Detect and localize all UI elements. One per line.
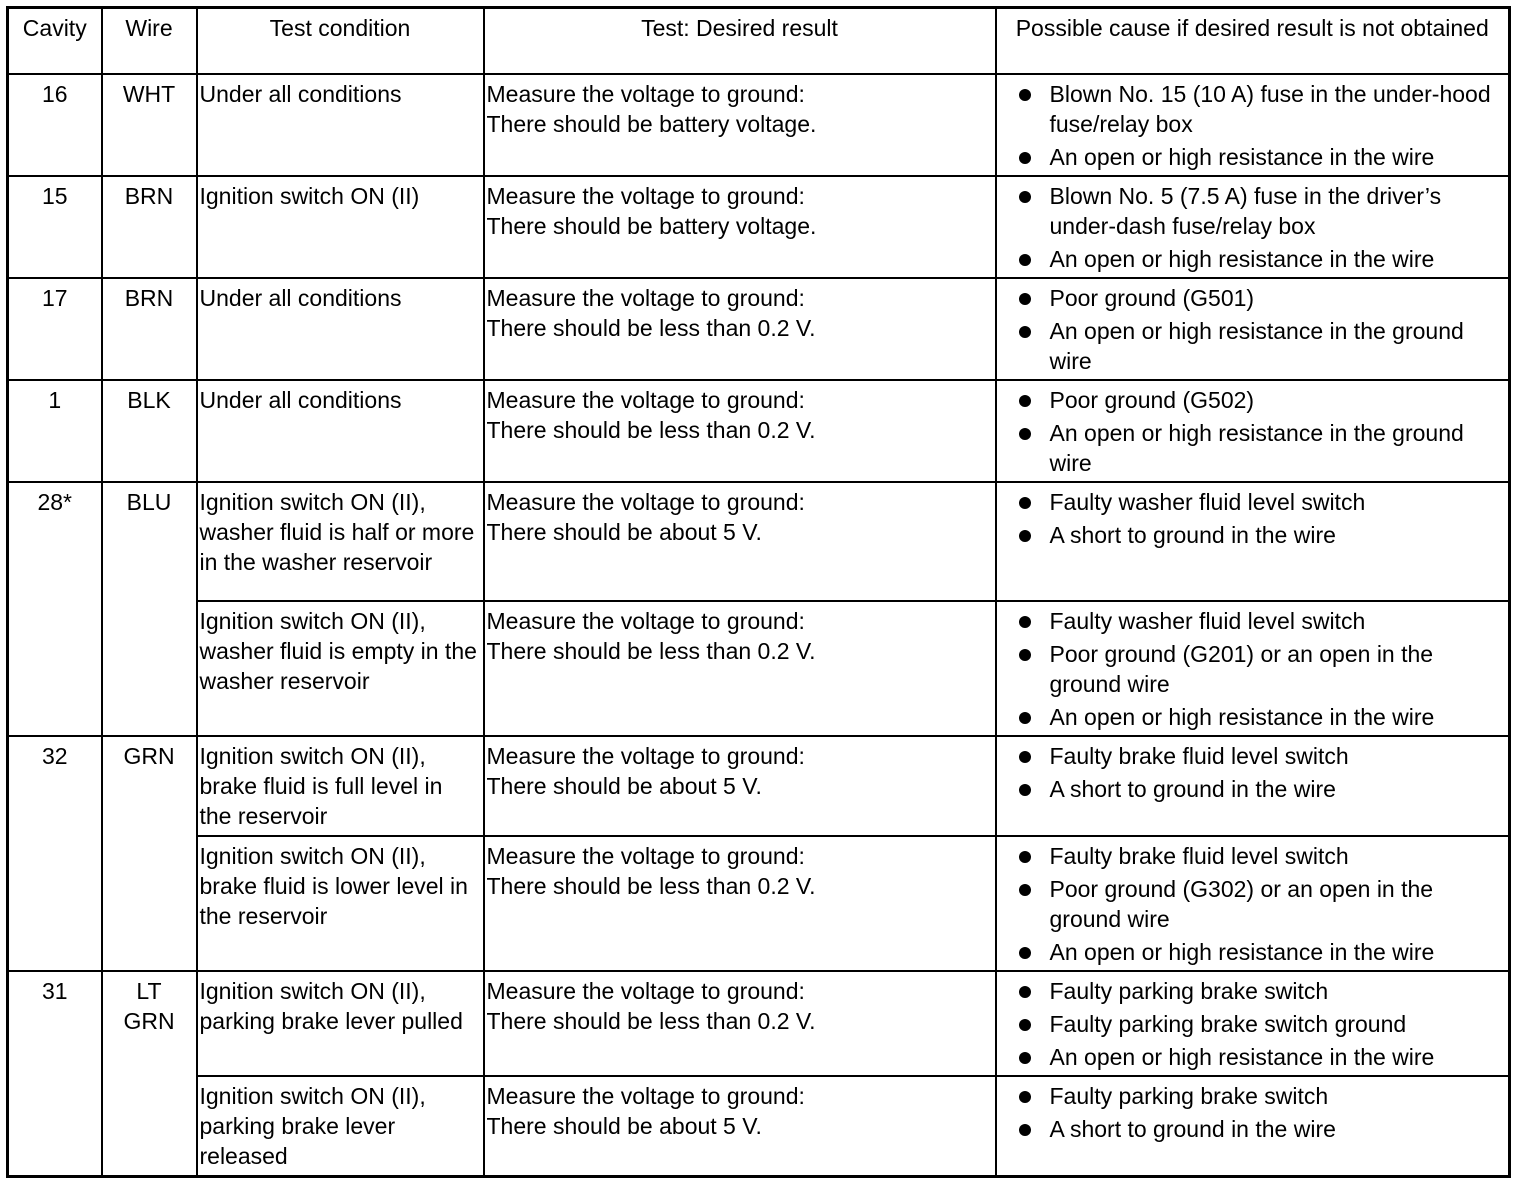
- desired-result-cell: [484, 736, 996, 836]
- wire-color: BRN: [124, 183, 174, 209]
- possible-cause-cell: [996, 74, 1510, 176]
- header-desired-result: Test: Desired result: [484, 8, 996, 75]
- cause-text: Faulty parking brake switch: [1049, 978, 1329, 1004]
- cause-list: [1017, 976, 1507, 1072]
- test-condition-cell: Ignition switch ON (II), washer fluid is empty in the washer reservoir: [197, 601, 484, 736]
- cause-text: An open or high resistance in the ground wire: [1049, 318, 1464, 374]
- cavity-cell: 17: [8, 278, 102, 380]
- cause-text: Poor ground (G501): [1049, 285, 1255, 311]
- cause-item: [1017, 841, 1507, 871]
- bullet-icon: [1019, 1019, 1031, 1031]
- cause-text: A short to ground in the wire: [1049, 776, 1336, 802]
- result-line: Measure the voltage to ground:: [486, 978, 805, 1004]
- wire-cell: [102, 482, 197, 736]
- cause-item: [1017, 874, 1507, 934]
- result-line: Measure the voltage to ground:: [486, 489, 805, 515]
- cause-text: Poor ground (G302) or an open in the ground wire: [1049, 876, 1434, 932]
- header-cavity: Cavity: [8, 8, 102, 75]
- desired-result-cell: [484, 482, 996, 601]
- cause-item: [1017, 316, 1507, 376]
- bullet-icon: [1019, 784, 1031, 796]
- bullet-icon: [1019, 326, 1031, 338]
- wire-cell: [102, 176, 197, 278]
- cause-list: [1017, 283, 1507, 376]
- result-line: There should be less than 0.2 V.: [486, 873, 816, 899]
- cause-item: [1017, 520, 1507, 550]
- result-line: There should be about 5 V.: [486, 1113, 762, 1139]
- possible-cause-cell: [996, 482, 1510, 601]
- header-test-condition: Test condition: [197, 8, 484, 75]
- result-line: Measure the voltage to ground:: [486, 743, 805, 769]
- result-line: Measure the voltage to ground:: [486, 387, 805, 413]
- desired-result-cell: [484, 836, 996, 971]
- desired-result-cell: [484, 971, 996, 1076]
- cause-text: Faulty brake fluid level switch: [1049, 843, 1349, 869]
- wire-cell: [102, 278, 197, 380]
- desired-result-cell: [484, 278, 996, 380]
- cause-list: [1017, 181, 1507, 274]
- cause-item: [1017, 418, 1507, 478]
- test-condition-cell: Ignition switch ON (II): [197, 176, 484, 278]
- cause-item: [1017, 244, 1507, 274]
- test-condition-cell: Ignition switch ON (II), brake fluid is lower level in the reservoir: [197, 836, 484, 971]
- bullet-icon: [1019, 986, 1031, 998]
- cause-item: [1017, 702, 1507, 732]
- test-condition-cell: Ignition switch ON (II), parking brake lever pulled: [197, 971, 484, 1076]
- result-line: Measure the voltage to ground:: [486, 183, 805, 209]
- wire-cell: [102, 736, 197, 971]
- cause-list: [1017, 385, 1507, 478]
- bullet-icon: [1019, 884, 1031, 896]
- cause-text: A short to ground in the wire: [1049, 522, 1336, 548]
- cause-text: An open or high resistance in the wire: [1049, 939, 1435, 965]
- bullet-icon: [1019, 851, 1031, 863]
- possible-cause-cell: [996, 176, 1510, 278]
- cause-list: [1017, 741, 1507, 804]
- possible-cause-cell: [996, 380, 1510, 482]
- cause-list: [1017, 606, 1507, 732]
- cause-item: [1017, 181, 1507, 241]
- cause-item: [1017, 1081, 1507, 1111]
- wire-color: WHT: [122, 81, 176, 107]
- bullet-icon: [1019, 616, 1031, 628]
- result-line: There should be about 5 V.: [486, 519, 762, 545]
- cause-item: [1017, 142, 1507, 172]
- bullet-icon: [1019, 293, 1031, 305]
- possible-cause-cell: [996, 1076, 1510, 1177]
- possible-cause-cell: [996, 971, 1510, 1076]
- result-line: There should be battery voltage.: [486, 213, 817, 239]
- desired-result-cell: [484, 601, 996, 736]
- desired-result-cell: [484, 176, 996, 278]
- result-line: There should be battery voltage.: [486, 111, 817, 137]
- cause-text: Poor ground (G201) or an open in the ground wire: [1049, 641, 1434, 697]
- cause-text: An open or high resistance in the wire: [1049, 1044, 1435, 1070]
- header-row: [8, 8, 1510, 75]
- test-condition-cell: Under all conditions: [197, 380, 484, 482]
- cause-item: [1017, 976, 1507, 1006]
- result-line: There should be less than 0.2 V.: [486, 417, 816, 443]
- cause-item: [1017, 1042, 1507, 1072]
- result-line: There should be about 5 V.: [486, 773, 762, 799]
- cause-text: An open or high resistance in the wire: [1049, 246, 1435, 272]
- cause-item: [1017, 487, 1507, 517]
- bullet-icon: [1019, 1124, 1031, 1136]
- wire-cell: [102, 971, 197, 1177]
- bullet-icon: [1019, 947, 1031, 959]
- table-row-cavity-32-sub: [8, 836, 1510, 971]
- desired-result-cell: [484, 74, 996, 176]
- connector-test-table: [6, 6, 1511, 1178]
- cause-item: [1017, 741, 1507, 771]
- test-condition-cell: Under all conditions: [197, 74, 484, 176]
- cause-text: A short to ground in the wire: [1049, 1116, 1336, 1142]
- wire-color: GRN: [123, 743, 175, 769]
- table-row-cavity-31: [8, 971, 1510, 1076]
- bullet-icon: [1019, 1091, 1031, 1103]
- possible-cause-cell: [996, 736, 1510, 836]
- possible-cause-cell: [996, 278, 1510, 380]
- cause-item: [1017, 937, 1507, 967]
- bullet-icon: [1019, 152, 1031, 164]
- test-condition-cell: Ignition switch ON (II), parking brake lever released: [197, 1076, 484, 1177]
- cause-text: Faulty washer fluid level switch: [1049, 489, 1366, 515]
- table-row-cavity-28-sub: [8, 601, 1510, 736]
- cause-item: [1017, 385, 1507, 415]
- bullet-icon: [1019, 751, 1031, 763]
- cause-list: [1017, 841, 1507, 967]
- cause-text: An open or high resistance in the wire: [1049, 704, 1435, 730]
- cause-item: [1017, 774, 1507, 804]
- bullet-icon: [1019, 89, 1031, 101]
- result-line: Measure the voltage to ground:: [486, 285, 805, 311]
- cause-text: An open or high resistance in the wire: [1049, 144, 1435, 170]
- bullet-icon: [1019, 649, 1031, 661]
- possible-cause-cell: [996, 836, 1510, 971]
- result-line: Measure the voltage to ground:: [486, 608, 805, 634]
- wire-cell: [102, 74, 197, 176]
- bullet-icon: [1019, 395, 1031, 407]
- table-row-cavity-16: [8, 74, 1510, 176]
- cause-text: Poor ground (G502): [1049, 387, 1255, 413]
- test-condition-cell: Ignition switch ON (II), washer fluid is half or more in the washer reservoir: [197, 482, 484, 601]
- table-row-cavity-15: [8, 176, 1510, 278]
- cause-item: [1017, 606, 1507, 636]
- cause-item: [1017, 639, 1507, 699]
- cause-text: Faulty parking brake switch ground: [1049, 1011, 1407, 1037]
- cavity-cell: 16: [8, 74, 102, 176]
- bullet-icon: [1019, 191, 1031, 203]
- cause-item: [1017, 283, 1507, 313]
- wire-color: BLK: [127, 387, 171, 413]
- wire-color: BRN: [124, 285, 174, 311]
- result-line: There should be less than 0.2 V.: [486, 638, 816, 664]
- cavity-cell: 15: [8, 176, 102, 278]
- table-row-cavity-31-sub: [8, 1076, 1510, 1177]
- desired-result-cell: [484, 380, 996, 482]
- cavity-cell: 1: [8, 380, 102, 482]
- bullet-icon: [1019, 1052, 1031, 1064]
- result-line: Measure the voltage to ground:: [486, 843, 805, 869]
- result-line: Measure the voltage to ground:: [486, 81, 805, 107]
- test-table-container: [6, 6, 1511, 1178]
- cause-item: [1017, 1114, 1507, 1144]
- wire-cell: [102, 380, 197, 482]
- bullet-icon: [1019, 712, 1031, 724]
- header-possible-cause: Possible cause if desired result is not obtained: [996, 8, 1510, 75]
- bullet-icon: [1019, 254, 1031, 266]
- possible-cause-cell: [996, 601, 1510, 736]
- cause-list: [1017, 1081, 1507, 1144]
- cause-item: [1017, 1009, 1507, 1039]
- cause-text: Blown No. 15 (10 A) fuse in the under-hood fuse/relay box: [1049, 81, 1491, 137]
- cause-text: Faulty parking brake switch: [1049, 1083, 1329, 1109]
- table-row-cavity-28: [8, 482, 1510, 601]
- cause-text: An open or high resistance in the ground wire: [1049, 420, 1464, 476]
- cavity-cell: 28*: [8, 482, 102, 736]
- header-wire: Wire: [102, 8, 197, 75]
- cause-text: Faulty brake fluid level switch: [1049, 743, 1349, 769]
- wire-color: LT: [136, 978, 162, 1004]
- cause-list: [1017, 79, 1507, 172]
- cause-text: Blown No. 5 (7.5 A) fuse in the driver’s under-dash fuse/relay box: [1049, 183, 1442, 239]
- cavity-cell: 31: [8, 971, 102, 1177]
- wire-color: GRN: [123, 1008, 175, 1034]
- cause-list: [1017, 487, 1507, 550]
- cause-item: [1017, 79, 1507, 139]
- result-line: There should be less than 0.2 V.: [486, 1008, 816, 1034]
- bullet-icon: [1019, 530, 1031, 542]
- test-condition-cell: Under all conditions: [197, 278, 484, 380]
- table-row-cavity-32: [8, 736, 1510, 836]
- result-line: There should be less than 0.2 V.: [486, 315, 816, 341]
- bullet-icon: [1019, 428, 1031, 440]
- cavity-cell: 32: [8, 736, 102, 971]
- cause-text: Faulty washer fluid level switch: [1049, 608, 1366, 634]
- table-row-cavity-17: [8, 278, 1510, 380]
- desired-result-cell: [484, 1076, 996, 1177]
- bullet-icon: [1019, 497, 1031, 509]
- test-condition-cell: Ignition switch ON (II), brake fluid is full level in the reservoir: [197, 736, 484, 836]
- result-line: Measure the voltage to ground:: [486, 1083, 805, 1109]
- table-row-cavity-1: [8, 380, 1510, 482]
- wire-color: BLU: [126, 489, 172, 515]
